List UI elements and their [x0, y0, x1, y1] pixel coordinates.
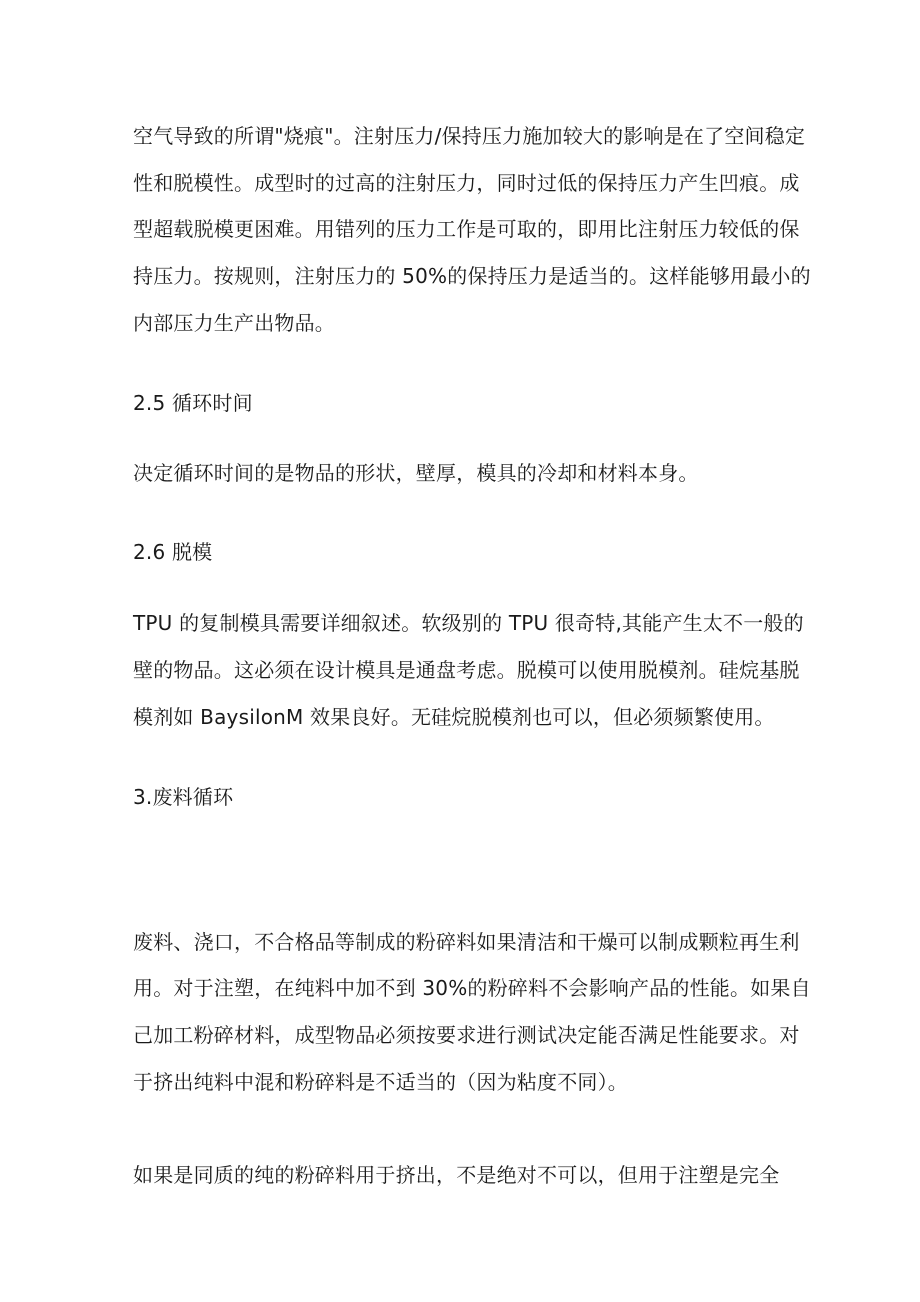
section-heading-cycle-time: 2.5 循环时间: [133, 391, 253, 415]
text-line: 于挤出纯料中混和粉碎料是不适当的（因为粘度不同）。: [133, 1070, 628, 1094]
text-line: 壁的物品。这必须在设计模具是通盘考虑。脱模可以使用脱模剂。硅烷基脱: [133, 658, 800, 682]
text-line: 空气导致的所谓"烧痕"。注射压力/保持压力施加较大的影响是在了空间稳定: [133, 124, 806, 148]
text-line: 模剂如 BaysilonM 效果良好。无硅烷脱模剂也可以，但必须频繁使用。: [133, 705, 775, 729]
text-line: 废料、浇口，不合格品等制成的粉碎料如果清洁和干燥可以制成颗粒再生利: [133, 930, 800, 954]
text-line: 如果是同质的纯的粉碎料用于挤出，不是绝对不可以，但用于注塑是完全: [133, 1163, 780, 1187]
section-heading-demolding: 2.6 脱模: [133, 540, 213, 564]
text-line: 内部压力生产出物品。: [133, 311, 335, 335]
text-line: 己加工粉碎材料，成型物品必须按要求进行测试决定能否满足性能要求。对: [133, 1023, 800, 1047]
text-line: 持压力。按规则，注射压力的 50%的保持压力是适当的。这样能够用最小的: [133, 264, 811, 288]
text-line: 决定循环时间的是物品的形状，壁厚，模具的冷却和材料本身。: [133, 461, 699, 485]
section-heading-scrap-recycling: 3.废料循环: [133, 785, 234, 809]
text-line: 型超载脱模更困难。用错列的压力工作是可取的，即用比注射压力较低的保: [133, 217, 800, 241]
text-line: TPU 的复制模具需要详细叙述。软级别的 TPU 很奇特,其能产生太不一般的: [133, 611, 804, 635]
text-line: 用。对于注塑，在纯料中加不到 30%的粉碎料不会影响产品的性能。如果自: [133, 976, 811, 1000]
text-line: 性和脱模性。成型时的过高的注射压力，同时过低的保持压力产生凹痕。成: [133, 171, 800, 195]
